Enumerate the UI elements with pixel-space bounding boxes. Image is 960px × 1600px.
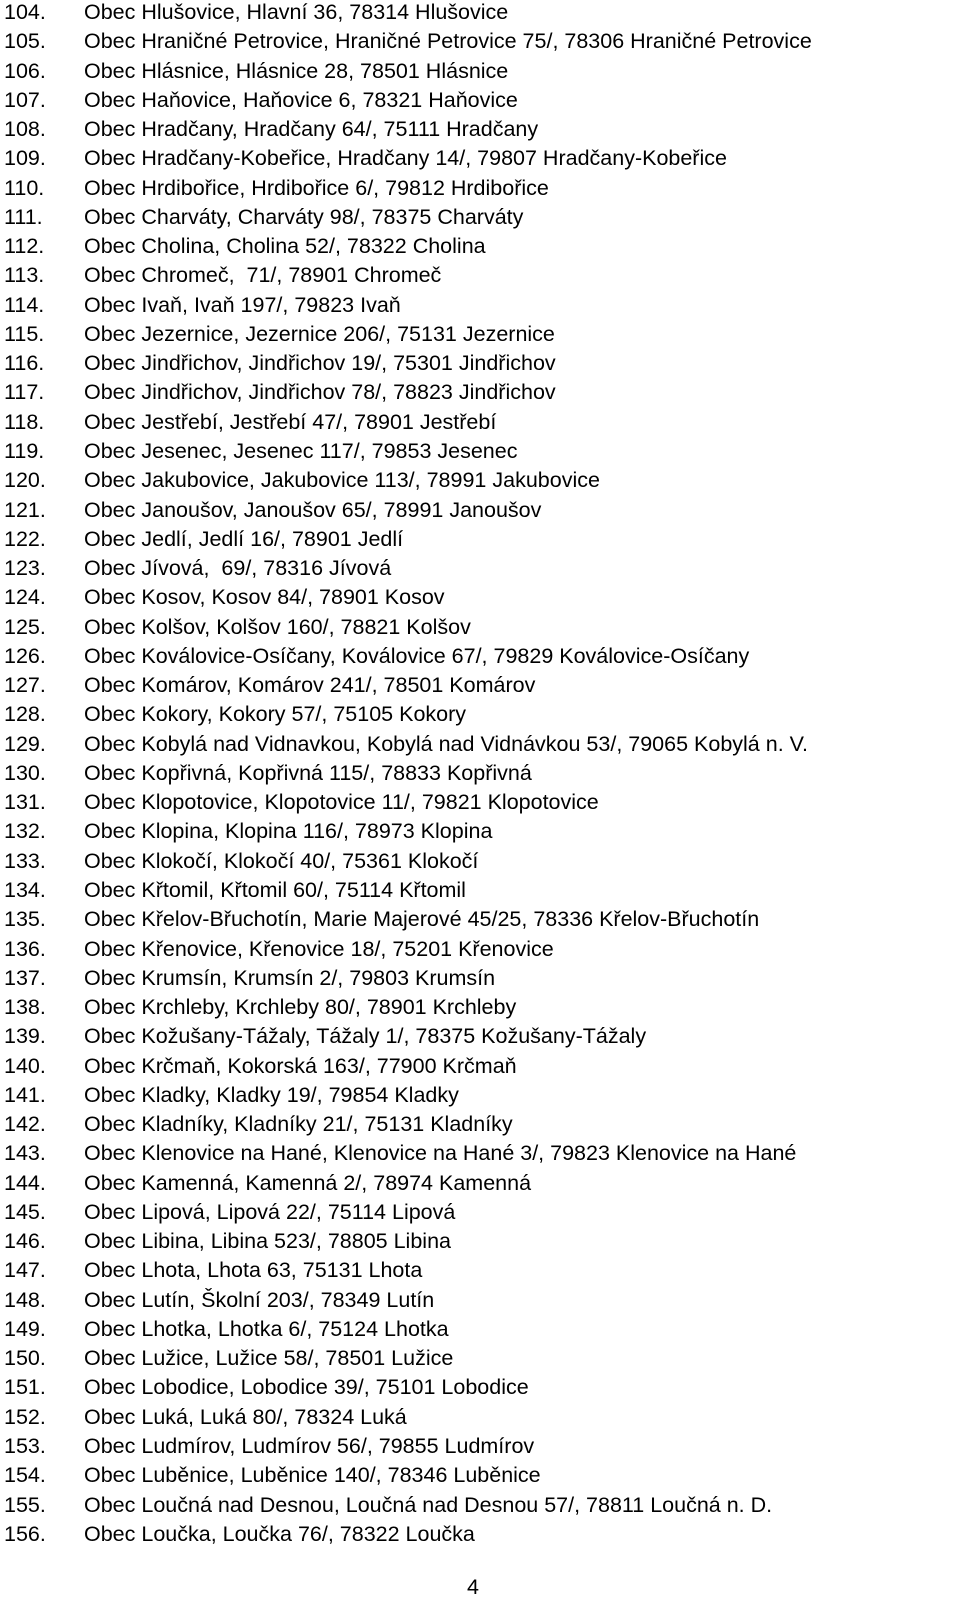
entry-number: 118. [4,409,45,434]
entry-text: Obec Klokočí, Klokočí 40/, 75361 Klokočí [84,848,479,873]
entry-text: Obec Hraničné Petrovice, Hraničné Petrovice 75/, 78306 Hraničné Petrovice [84,29,812,54]
entry-text: Obec Loučná nad Desnou, Loučná nad Desnou 57/, 78811 Loučná n. D. [84,1492,773,1517]
entry-number: 148. [4,1287,46,1312]
list-item [4,642,954,671]
list-item [4,1198,954,1227]
list-item [4,1052,954,1081]
entry-number: 134. [4,877,46,902]
entry-text: Obec Kolšov, Kolšov 160/, 78821 Kolšov [84,614,471,639]
list-item [4,115,954,144]
list-item [4,57,954,86]
entry-number: 114. [4,292,45,317]
entry-number: 124. [4,585,46,610]
entry-number: 150. [4,1346,46,1371]
list-item [4,0,954,27]
entry-text: Obec Charváty, Charváty 98/, 78375 Charváty [84,204,524,229]
entry-number: 107. [4,87,46,112]
list-item [4,1286,954,1315]
entry-number: 140. [4,1053,46,1078]
entry-text: Obec Lužice, Lužice 58/, 78501 Lužice [84,1346,454,1371]
entry-text: Obec Lhotka, Lhotka 6/, 75124 Lhotka [84,1316,449,1341]
entry-number: 145. [4,1199,46,1224]
list-item [4,1520,954,1549]
entry-text: Obec Chromeč, 71/, 78901 Chromeč [84,263,442,288]
entry-number: 142. [4,1112,46,1137]
entry-number: 133. [4,848,46,873]
list-item [4,700,954,729]
entry-text: Obec Křelov-Břuchotín, Marie Majerové 45/25, 78336 Křelov-Břuchotín [84,907,760,932]
entry-number: 121. [4,497,46,522]
list-item [4,174,954,203]
entry-text: Obec Krumsín, Krumsín 2/, 79803 Krumsín [84,965,496,990]
list-item [4,1432,954,1461]
list-item [4,671,954,700]
list-item [4,1461,954,1490]
entry-number: 147. [4,1258,46,1283]
list-item [4,759,954,788]
entry-text: Obec Lhota, Lhota 63, 75131 Lhota [84,1258,423,1283]
list-item [4,144,954,173]
list-item [4,964,954,993]
entry-text: Obec Kamenná, Kamenná 2/, 78974 Kamenná [84,1170,532,1195]
entry-number: 123. [4,556,46,581]
list-item [4,1110,954,1139]
municipality-list [4,0,954,1549]
list-item [4,1081,954,1110]
list-item [4,730,954,759]
list-item [4,291,954,320]
entry-text: Obec Haňovice, Haňovice 6, 78321 Haňovice [84,87,518,112]
entry-number: 146. [4,1229,46,1254]
entry-text: Obec Jesenec, Jesenec 117/, 79853 Jesenec [84,438,518,463]
entry-number: 128. [4,702,46,727]
list-item [4,788,954,817]
entry-number: 111. [4,204,43,229]
list-item [4,1344,954,1373]
list-item [4,554,954,583]
entry-number: 136. [4,936,46,961]
list-item [4,847,954,876]
list-item [4,1373,954,1402]
entry-number: 117. [4,380,45,405]
entry-number: 143. [4,1141,46,1166]
entry-text: Obec Kladníky, Kladníky 21/, 75131 Kladníky [84,1112,513,1137]
entry-text: Obec Lobodice, Lobodice 39/, 75101 Lobodice [84,1375,529,1400]
entry-number: 132. [4,819,46,844]
entry-text: Obec Janoušov, Janoušov 65/, 78991 Janoušov [84,497,542,522]
entry-text: Obec Kopřivná, Kopřivná 115/, 78833 Kopřivná [84,760,532,785]
list-item [4,876,954,905]
list-item [4,27,954,56]
entry-text: Obec Libina, Libina 523/, 78805 Libina [84,1229,451,1254]
list-item [4,437,954,466]
entry-number: 105. [4,29,46,54]
entry-number: 106. [4,58,46,83]
entry-text: Obec Kokory, Kokory 57/, 75105 Kokory [84,702,467,727]
list-item [4,408,954,437]
entry-text: Obec Krchleby, Krchleby 80/, 78901 Krchleby [84,995,517,1020]
entry-text: Obec Luběnice, Luběnice 140/, 78346 Luběnice [84,1463,541,1488]
list-item [4,1169,954,1198]
entry-text: Obec Klopotovice, Klopotovice 11/, 79821 Klopotovice [84,790,599,815]
page-number: 4 [467,1575,479,1599]
entry-number: 154. [4,1463,46,1488]
entry-number: 116. [4,351,45,376]
entry-number: 119. [4,438,45,463]
list-item [4,1315,954,1344]
entry-text: Obec Lipová, Lipová 22/, 75114 Lipová [84,1199,456,1224]
entry-number: 122. [4,526,46,551]
entry-text: Obec Loučka, Loučka 76/, 78322 Loučka [84,1521,475,1546]
list-item [4,993,954,1022]
entry-number: 126. [4,643,46,668]
entry-text: Obec Jindřichov, Jindřichov 78/, 78823 Jindřichov [84,380,556,405]
entry-text: Obec Koválovice-Osíčany, Koválovice 67/, 79829 Koválovice-Osíčany [84,643,750,668]
list-item [4,935,954,964]
entry-number: 127. [4,673,46,698]
entry-text: Obec Krčmaň, Kokorská 163/, 77900 Krčmaň [84,1053,517,1078]
entry-number: 108. [4,117,46,142]
list-item [4,1256,954,1285]
list-item [4,905,954,934]
entry-number: 113. [4,263,45,288]
entry-text: Obec Jindřichov, Jindřichov 19/, 75301 Jindřichov [84,351,556,376]
entry-text: Obec Klenovice na Hané, Klenovice na Hané 3/, 79823 Klenovice na Hané [84,1141,797,1166]
entry-number: 155. [4,1492,46,1517]
list-item [4,1022,954,1051]
entry-text: Obec Jestřebí, Jestřebí 47/, 78901 Jestřebí [84,409,497,434]
list-item [4,1491,954,1520]
entry-number: 139. [4,1024,46,1049]
entry-text: Obec Komárov, Komárov 241/, 78501 Komárov [84,673,536,698]
entry-number: 138. [4,995,46,1020]
list-item [4,1227,954,1256]
entry-number: 156. [4,1521,46,1546]
entry-text: Obec Kožušany-Tážaly, Tážaly 1/, 78375 Kožušany-Tážaly [84,1024,647,1049]
entry-text: Obec Ivaň, Ivaň 197/, 79823 Ivaň [84,292,401,317]
entry-number: 131. [4,790,46,815]
entry-text: Obec Hradčany, Hradčany 64/, 75111 Hradčany [84,117,539,142]
entry-text: Obec Klopina, Klopina 116/, 78973 Klopina [84,819,493,844]
list-item [4,817,954,846]
entry-text: Obec Lutín, Školní 203/, 78349 Lutín [84,1287,435,1312]
list-item [4,496,954,525]
entry-text: Obec Hlásnice, Hlásnice 28, 78501 Hlásnice [84,58,509,83]
entry-number: 125. [4,614,46,639]
entry-text: Obec Křenovice, Křenovice 18/, 75201 Křenovice [84,936,554,961]
list-item [4,86,954,115]
list-item [4,349,954,378]
list-item [4,1403,954,1432]
entry-text: Obec Jedlí, Jedlí 16/, 78901 Jedlí [84,526,404,551]
list-item [4,1139,954,1168]
list-item [4,525,954,554]
entry-text: Obec Cholina, Cholina 52/, 78322 Cholina [84,234,486,259]
list-item [4,203,954,232]
entry-number: 152. [4,1404,46,1429]
entry-number: 115. [4,321,45,346]
list-item [4,466,954,495]
entry-number: 151. [4,1375,46,1400]
entry-text: Obec Křtomil, Křtomil 60/, 75114 Křtomil [84,877,466,902]
entry-number: 109. [4,146,46,171]
entry-text: Obec Jezernice, Jezernice 206/, 75131 Jezernice [84,321,555,346]
entry-text: Obec Kosov, Kosov 84/, 78901 Kosov [84,585,445,610]
entry-number: 144. [4,1170,46,1195]
entry-text: Obec Luká, Luká 80/, 78324 Luká [84,1404,407,1429]
entry-text: Obec Kobylá nad Vidnavkou, Kobylá nad Vidnávkou 53/, 79065 Kobylá n. V. [84,731,808,756]
entry-number: 149. [4,1316,46,1341]
entry-number: 153. [4,1434,46,1459]
entry-number: 135. [4,907,46,932]
entry-text: Obec Kladky, Kladky 19/, 79854 Kladky [84,1082,459,1107]
entry-text: Obec Hlušovice, Hlavní 36, 78314 Hlušovice [84,0,509,24]
entry-text: Obec Hrdibořice, Hrdibořice 6/, 79812 Hrdibořice [84,175,549,200]
list-item [4,320,954,349]
entry-number: 104. [4,0,46,24]
list-item [4,232,954,261]
entry-number: 137. [4,965,46,990]
entry-number: 129. [4,731,46,756]
entry-number: 110. [4,175,45,200]
entry-text: Obec Jakubovice, Jakubovice 113/, 78991 Jakubovice [84,468,600,493]
entry-number: 141. [4,1082,46,1107]
entry-text: Obec Ludmírov, Ludmírov 56/, 79855 Ludmírov [84,1434,535,1459]
entry-number: 130. [4,760,46,785]
list-item [4,261,954,290]
entry-number: 120. [4,468,46,493]
list-item [4,378,954,407]
entry-number: 112. [4,234,45,259]
entry-text: Obec Hradčany-Kobeřice, Hradčany 14/, 79807 Hradčany-Kobeřice [84,146,727,171]
entry-text: Obec Jívová, 69/, 78316 Jívová [84,556,392,581]
list-item [4,613,954,642]
list-item [4,583,954,612]
